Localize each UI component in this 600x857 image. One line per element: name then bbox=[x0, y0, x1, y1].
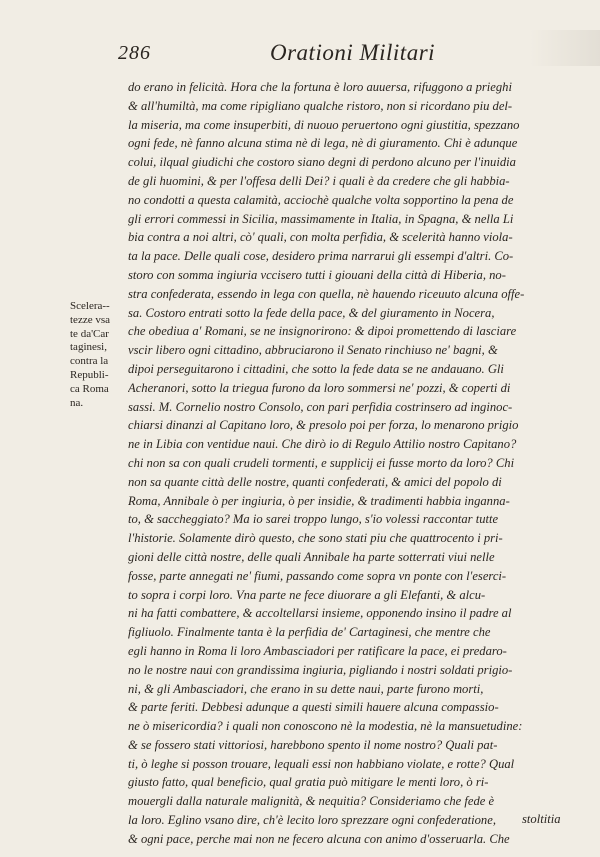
text-line: do erano in felicità. Hora che la fortuna è loro auuersa, rifuggono a prieghi bbox=[128, 80, 512, 94]
text-line: la miseria, ma come insuperbiti, di nuouo peruertono ogni giustitia, spezzano bbox=[128, 117, 520, 132]
text-line: & all'humiltà, ma come ripigliano qualche ristoro, non si ricordano piu del- bbox=[128, 98, 513, 113]
marginal-note-line: ca Roma bbox=[70, 382, 109, 395]
text-line: & ogni pace, perche mai non ne fecero alcuna con animo d'osseruarla. Che bbox=[128, 831, 510, 846]
text-line: ni ha fatti combattere, & accoltellarsi insieme, opponendo insino il padre al bbox=[128, 606, 512, 621]
body-text bbox=[128, 78, 568, 849]
page-number: 286 bbox=[118, 42, 151, 64]
text-line: mouergli dalla naturale malignità, & nequitia? Consideriamo che fede è bbox=[128, 794, 495, 809]
text-line: colui, ilqual giudichi che costoro siano degni di perdono alcuno per l'inuidia bbox=[128, 155, 516, 170]
text-line: ne ò misericordia? i quali non conoscono nè la modestia, nè la mansuetudine: bbox=[128, 719, 523, 734]
marginal-note-line: tezze vsa bbox=[70, 313, 110, 326]
text-line: chi non sa con quali crudeli tormenti, e supplicij ei fusse morto da loro? Chi bbox=[128, 455, 515, 470]
text-line: sa. Costoro entrati sotto la fede della pace, & del giuramento in Nocera, bbox=[128, 305, 495, 320]
text-line: gli errori commessi in Sicilia, massimamente in Italia, in Spagna, & nella Li bbox=[128, 211, 514, 226]
text-line: & parte feriti. Debbesi adunque a questi simili hauere alcuna compassio- bbox=[128, 700, 499, 715]
bleed-through-shadow bbox=[530, 30, 600, 66]
text-line: ne in Libia con ventidue naui. Che dirò io di Regulo Attilio nostro Capitano? bbox=[128, 437, 517, 452]
marginal-note-line: Republi- bbox=[70, 368, 109, 381]
text-line: che obediua a' Romani, se ne insignorirono: & dipoi promettendo di lasciare bbox=[128, 324, 517, 339]
text-line: ogni fede, nè fanno alcuna stima nè di lega, nè di giuramento. Chi è adunque bbox=[128, 136, 518, 151]
text-line: ni, & gli Ambasciadori, che erano in su dette naui, parte furono morti, bbox=[128, 681, 484, 696]
text-line: ti, ò leghe si posson trouare, lequali essi non habbiano violate, e rotte? Qual bbox=[128, 756, 515, 771]
text-line: figliuolo. Finalmente tanta è la perfidia de' Cartaginesi, che mentre che bbox=[128, 625, 491, 640]
text-line: sassi. M. Cornelio nostro Consolo, con pari perfidia costrinsero ad inginoc- bbox=[128, 399, 513, 414]
text-line: Acheranori, sotto la triegua furono da loro sommersi ne' pozzi, & coperti di bbox=[128, 380, 511, 395]
text-line: dipoi perseguitarono i cittadini, che sotto la fede data se ne andauano. Gli bbox=[128, 361, 504, 376]
marginal-note-line: taginesi, bbox=[70, 341, 107, 354]
text-line: to, & saccheggiato? Ma io sarei troppo lungo, s'io volessi raccontar tutte bbox=[128, 512, 499, 527]
text-line: fosse, parte annegati ne' fiumi, passando come sopra vn ponte con l'eserci- bbox=[128, 568, 507, 583]
text-line: giusto fatto, qual beneficio, qual gratia può mitigare le menti loro, ò ri- bbox=[128, 775, 489, 790]
text-line: egli hanno in Roma li loro Ambasciadori per ratificare la pace, ei predaro- bbox=[128, 643, 507, 658]
text-line: to sopra i corpi loro. Vna parte ne fece diuorare a gli Elefanti, & alcu- bbox=[128, 587, 486, 602]
marginal-note-line: Scelera-- bbox=[70, 300, 110, 312]
text-line: Roma, Annibale ò per ingiuria, ò per insidie, & tradimenti habbia inganna- bbox=[128, 493, 510, 508]
text-line: no le nostre naui con grandissima ingiuria, pigliando i nostri soldati prigio- bbox=[128, 662, 513, 677]
text-line: ta la pace. Delle quali cose, desidero prima narrarui gli essempi d'altri. Co- bbox=[128, 249, 514, 264]
text-line: bia contra a noi altri, cò' quali, con molta perfidia, & scelerità hanno viola- bbox=[128, 230, 513, 245]
marginal-note-line: contra la bbox=[70, 355, 109, 368]
text-line: & se fossero stati vittoriosi, harebbono spento il nome nostro? Quali pat- bbox=[128, 737, 498, 752]
marginal-note bbox=[70, 300, 126, 410]
text-line: non sa quante città delle nostre, quanti confederati, & amici del popolo di bbox=[128, 474, 502, 489]
text-line: la loro. Eglino vsano dire, ch'è lecito loro sprezzare ogni confederatione, bbox=[128, 813, 496, 828]
text-line: chiarsi dinanzi al Capitano loro, & presolo poi per forza, lo menarono prigio bbox=[128, 418, 519, 433]
running-title: Orationi Militari bbox=[270, 40, 436, 65]
text-line: stra confederata, essendo in lega con quella, nè hauendo riceuuto alcuna offe- bbox=[128, 286, 525, 301]
text-line: gioni delle città nostre, delle quali Annibale ha parte sotterrati viui nelle bbox=[128, 549, 495, 564]
text-line: l'historie. Solamente dirò questo, che sono stati piu che quattrocento i pri- bbox=[128, 531, 503, 546]
text-line: storo con somma ingiuria vccisero tutti i giouani della città di Hiberia, no- bbox=[128, 267, 506, 282]
marginal-note-line: na. bbox=[70, 396, 84, 409]
text-line: vscir libero ogni cittadino, abbruciarono il Senato rinchiuso ne' bagni, & bbox=[128, 343, 498, 358]
marginal-note-line: te da'Car bbox=[70, 327, 109, 340]
catchword: stoltitia bbox=[522, 812, 561, 826]
text-line: no condotti a questa calamità, acciochè qualche volta sopportino la pena de bbox=[128, 192, 514, 207]
text-line: de gli huomini, & per l'offesa delli Dei? i quali è da credere che gli habbia- bbox=[128, 173, 510, 188]
